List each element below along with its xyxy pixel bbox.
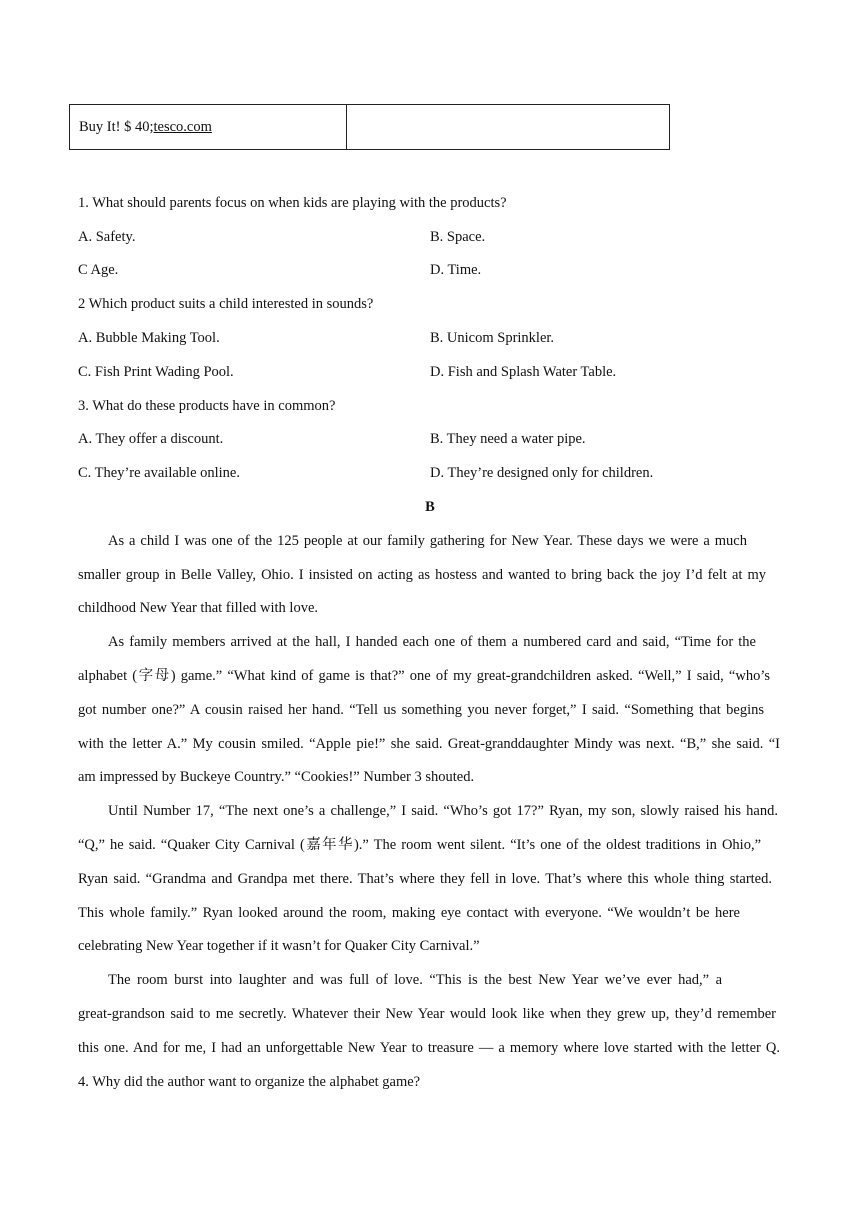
question-3-option-b[interactable]: B. They need a water pipe.	[430, 431, 586, 447]
passage-line: childhood New Year that filled with love.	[78, 600, 319, 616]
passage-line: this one. And for me, I had an unforgettable New Year to treasure — a memory where love started with the letter Q.	[78, 1040, 780, 1056]
passage-line: smaller group in Belle Valley, Ohio. I insisted on acting as hostess and wanted to bring back the joy I’d felt at my	[78, 567, 766, 583]
question-2-stem: 2 Which product suits a child interested in sounds?	[78, 296, 374, 312]
passage-line: “Q,” he said. “Quaker City Carnival (嘉年华).” The room went silent. “It’s one of the oldest traditions in Ohio,”	[78, 837, 761, 853]
question-2-option-b[interactable]: B. Unicom Sprinkler.	[430, 330, 555, 346]
passage-line: As family members arrived at the hall, I handed each one of them a numbered card and said, “Time for the	[108, 634, 756, 650]
table-cell-price	[70, 105, 347, 149]
question-3-stem: 3. What do these products have in common?	[78, 398, 336, 414]
question-1-option-c[interactable]: C Age.	[78, 262, 119, 278]
table-cell-empty	[347, 105, 669, 149]
question-1-option-a[interactable]: A. Safety.	[78, 229, 136, 245]
section-b-heading: B	[425, 499, 435, 515]
tesco-link[interactable]: tesco.com	[153, 118, 212, 135]
question-4-stem: 4. Why did the author want to organize the alphabet game?	[78, 1074, 421, 1090]
passage-line: Ryan said. “Grandma and Grandpa met there. That’s where they fell in love. That’s where this whole thing started.	[78, 871, 772, 887]
passage-line: As a child I was one of the 125 people at our family gathering for New Year. These days we were a much	[108, 533, 747, 549]
passage-line: The room burst into laughter and was full of love. “This is the best New Year we’ve ever had,” a	[108, 972, 722, 988]
passage-line: alphabet (字母) game.” “What kind of game is that?” one of my great-grandchildren asked. “Well,” I said, “who’s	[78, 668, 770, 684]
question-2-option-a[interactable]: A. Bubble Making Tool.	[78, 330, 220, 346]
question-2-option-c[interactable]: C. Fish Print Wading Pool.	[78, 364, 234, 380]
question-3-option-d[interactable]: D. They’re designed only for children.	[430, 465, 654, 481]
passage-line: This whole family.” Ryan looked around the room, making eye contact with everyone. “We wouldn’t be here	[78, 905, 740, 921]
passage-line: Until Number 17, “The next one’s a challenge,” I said. “Who’s got 17?” Ryan, my son, slowly raised his hand.	[108, 803, 778, 819]
passage-line: with the letter A.” My cousin smiled. “Apple pie!” she said. Great-granddaughter Mindy was next. “B,” she said. “I	[78, 736, 780, 752]
passage-line: got number one?” A cousin raised her hand. “Tell us something you never forget,” I said. “Something that begins	[78, 702, 764, 718]
product-table	[69, 104, 670, 150]
question-1-option-d[interactable]: D. Time.	[430, 262, 482, 278]
question-2-option-d[interactable]: D. Fish and Splash Water Table.	[430, 364, 617, 380]
question-3-option-c[interactable]: C. They’re available online.	[78, 465, 240, 481]
price-text: Buy It! $ 40;	[79, 118, 154, 135]
question-3-option-a[interactable]: A. They offer a discount.	[78, 431, 224, 447]
question-1-option-b[interactable]: B. Space.	[430, 229, 486, 245]
passage-line: am impressed by Buckeye Country.” “Cookies!” Number 3 shouted.	[78, 769, 475, 785]
passage-line: great-grandson said to me secretly. Whatever their New Year would look like when they grew up, they’d remember	[78, 1006, 776, 1022]
question-1-stem: 1. What should parents focus on when kids are playing with the products?	[78, 195, 507, 211]
passage-line: celebrating New Year together if it wasn’t for Quaker City Carnival.”	[78, 938, 480, 954]
